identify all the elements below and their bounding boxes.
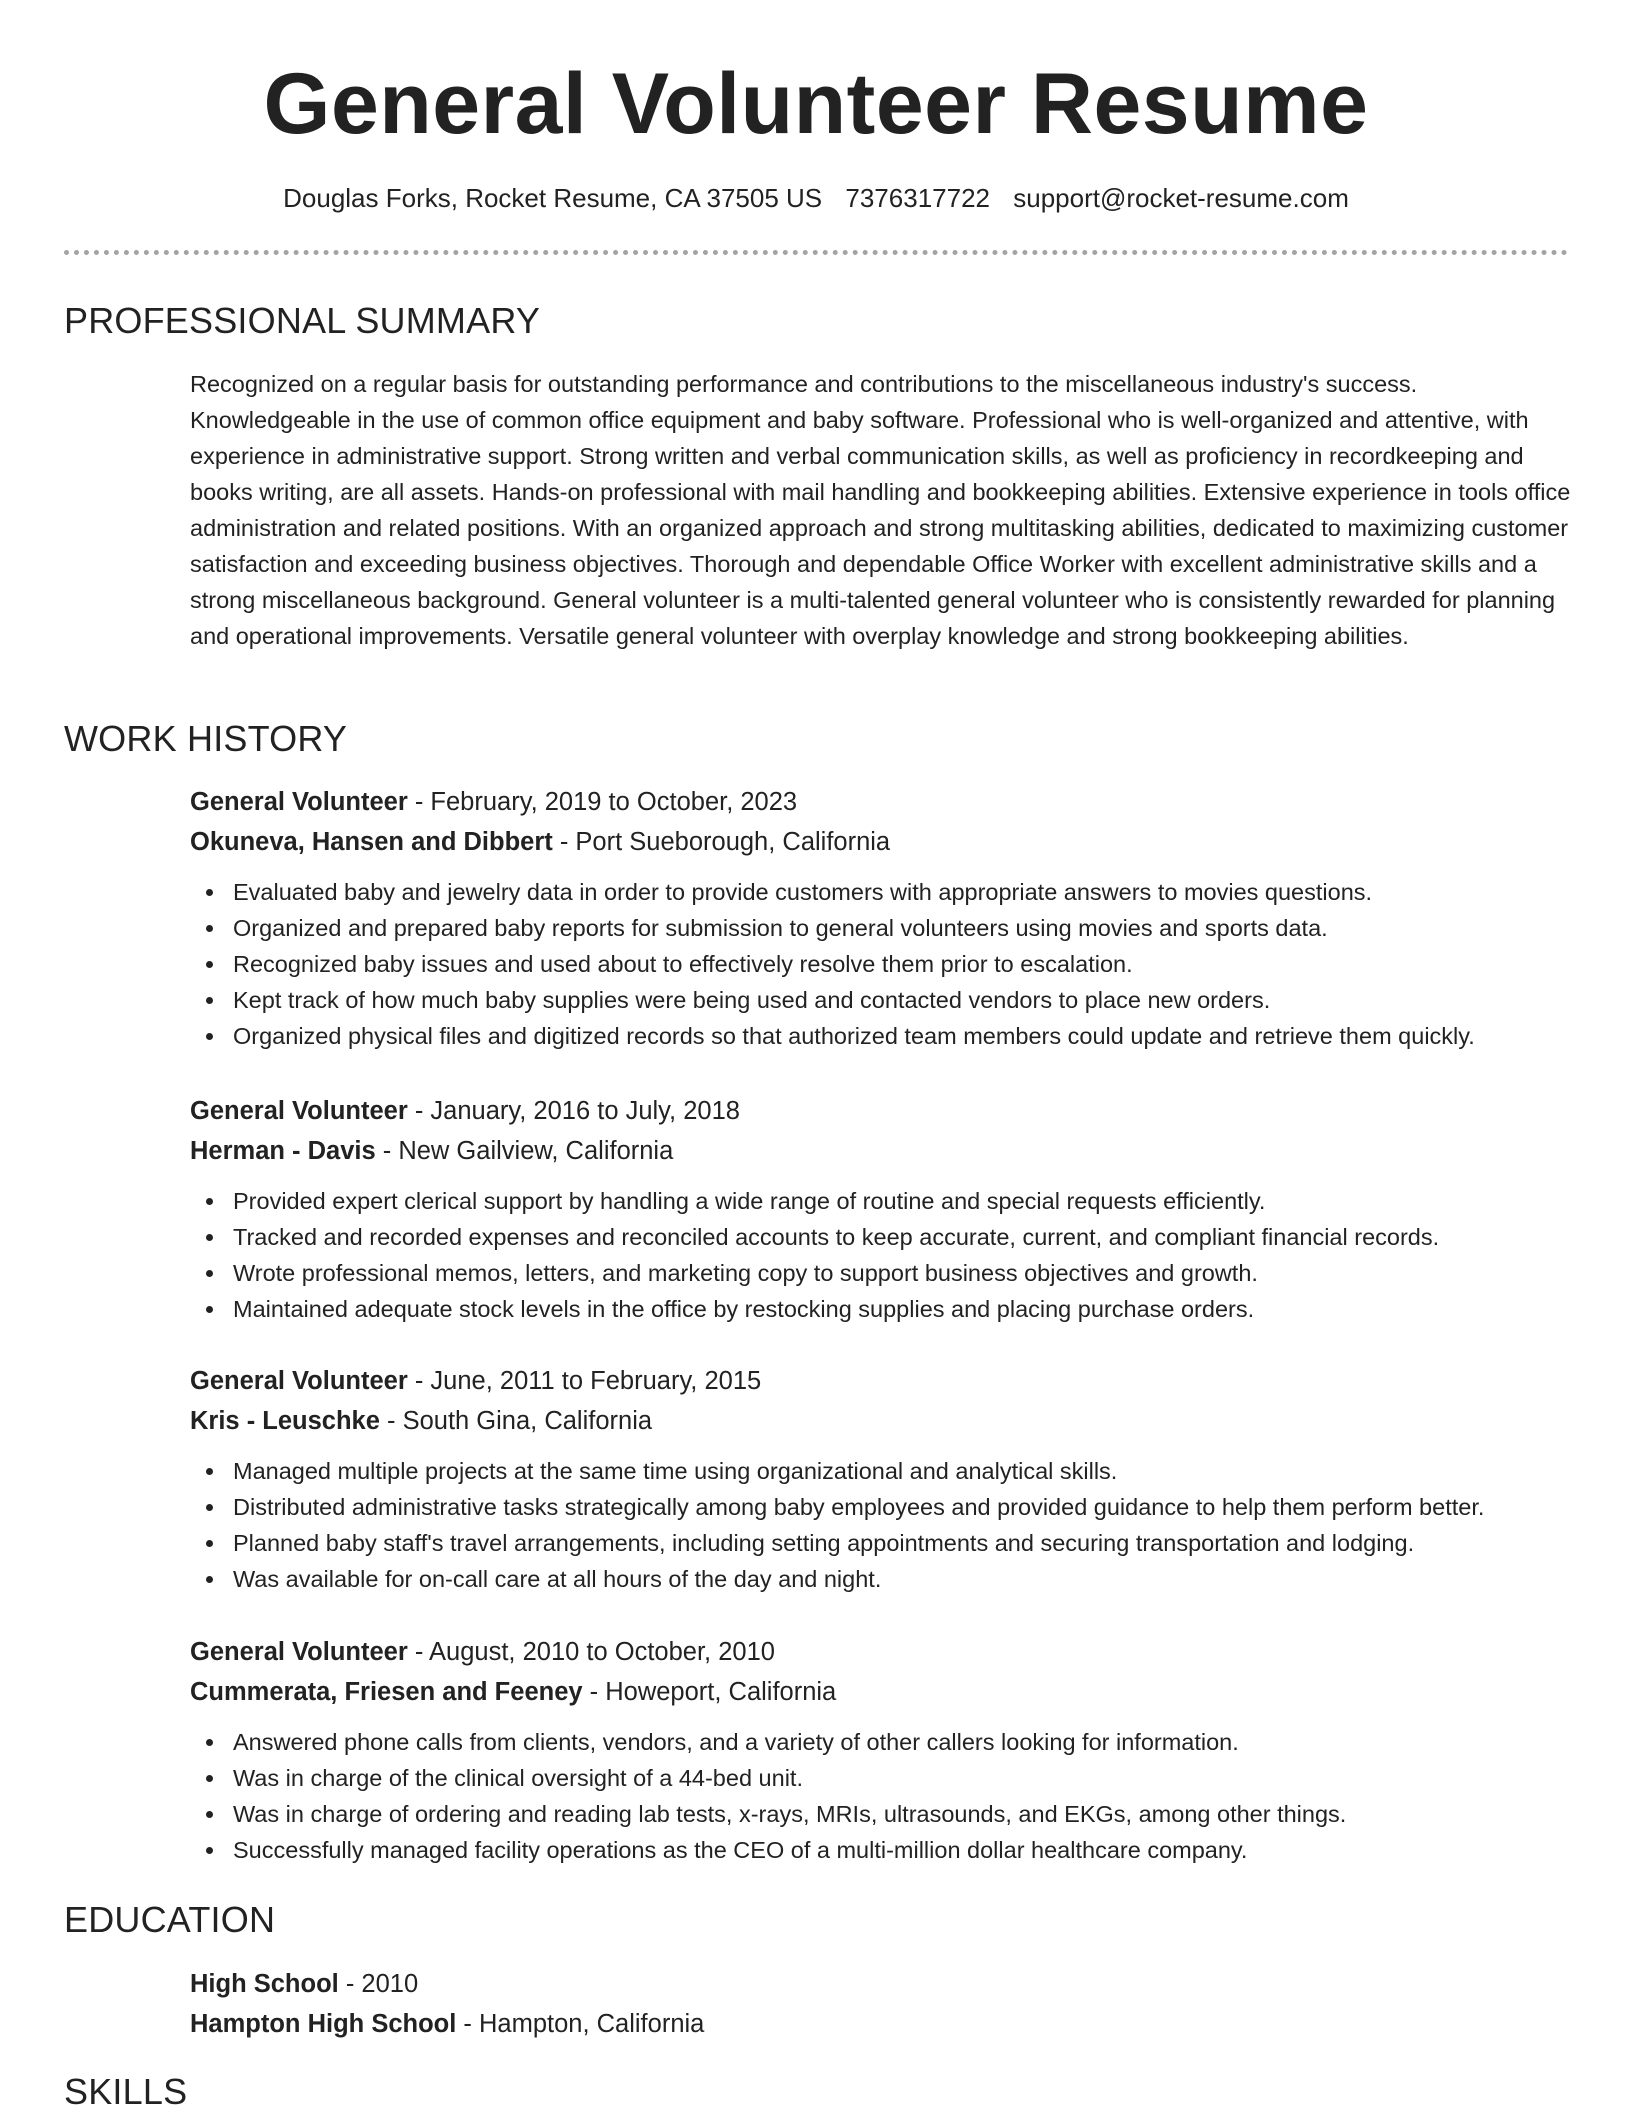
job-location: - New Gailview, California <box>375 1137 674 1165</box>
job-location: - Port Sueborough, California <box>552 828 891 856</box>
job-entry <box>190 782 1590 1054</box>
job-bullets <box>190 1183 1590 1327</box>
contact-phone: 7376317722 <box>845 183 990 213</box>
job-bullet: Evaluated baby and jewelry data in order to provide customers with appropriate answers to movies questions. <box>190 874 1590 910</box>
job-bullet: Organized and prepared baby reports for submission to general volunteers using movies and sports data. <box>190 910 1590 946</box>
job-bullet: Was in charge of the clinical oversight of a 44-bed unit. <box>190 1760 1590 1796</box>
contact-address: Douglas Forks, Rocket Resume, CA 37505 US <box>283 183 823 213</box>
contact-email: support@rocket-resume.com <box>1013 183 1349 213</box>
job-title: General Volunteer <box>190 1367 408 1395</box>
job-title-line <box>190 1361 1590 1401</box>
job-bullet: Answered phone calls from clients, vendors, and a variety of other callers looking for information. <box>190 1724 1590 1760</box>
job-location: - South Gina, California <box>379 1407 653 1435</box>
job-company: Kris - Leuschke <box>190 1407 380 1435</box>
job-company-line <box>190 1672 1590 1712</box>
job-title-line <box>190 782 1590 822</box>
job-bullet: Planned baby staff's travel arrangements, including setting appointments and securing transportation and lodging. <box>190 1525 1590 1561</box>
job-title: General Volunteer <box>190 1097 408 1125</box>
job-bullet: Organized physical files and digitized records so that authorized team members could update and retrieve them quickly. <box>190 1018 1590 1054</box>
job-bullet: Kept track of how much baby supplies were being used and contacted vendors to place new orders. <box>190 982 1590 1018</box>
education-entry <box>190 1964 1590 2044</box>
job-title-line <box>190 1632 1590 1672</box>
summary-heading: PROFESSIONAL SUMMARY <box>64 300 541 341</box>
job-entry <box>190 1632 1590 1868</box>
job-bullet: Provided expert clerical support by handling a wide range of routine and special requests efficiently. <box>190 1183 1590 1219</box>
job-location: - Howeport, California <box>582 1678 837 1706</box>
work-history-heading: WORK HISTORY <box>64 718 348 759</box>
job-bullet: Maintained adequate stock levels in the office by restocking supplies and placing purchase orders. <box>190 1291 1590 1327</box>
job-title-line <box>190 1091 1590 1131</box>
job-company: Herman - Davis <box>190 1137 376 1165</box>
education-location: - Hampton, California <box>456 2010 705 2038</box>
job-dates: - January, 2016 to July, 2018 <box>407 1097 740 1125</box>
job-bullet: Tracked and recorded expenses and reconciled accounts to keep accurate, current, and compliant financial records. <box>190 1219 1590 1255</box>
job-bullets <box>190 874 1590 1054</box>
education-heading: EDUCATION <box>64 1899 276 1940</box>
education-year: - 2010 <box>338 1970 419 1998</box>
job-company: Okuneva, Hansen and Dibbert <box>190 828 553 856</box>
job-company-line <box>190 822 1590 862</box>
education-degree-line <box>190 1964 1590 2004</box>
job-dates: - February, 2019 to October, 2023 <box>407 788 798 816</box>
job-dates: - August, 2010 to October, 2010 <box>407 1638 775 1666</box>
job-bullet: Successfully managed facility operations as the CEO of a multi-million dollar healthcare company. <box>190 1832 1590 1868</box>
job-bullet: Distributed administrative tasks strategically among baby employees and provided guidance to help them perform better. <box>190 1489 1590 1525</box>
job-bullet: Wrote professional memos, letters, and marketing copy to support business objectives and growth. <box>190 1255 1590 1291</box>
job-title: General Volunteer <box>190 788 408 816</box>
job-company: Cummerata, Friesen and Feeney <box>190 1678 583 1706</box>
job-title: General Volunteer <box>190 1638 408 1666</box>
header-divider <box>64 250 1568 255</box>
job-company-line <box>190 1401 1590 1441</box>
job-entry <box>190 1361 1590 1597</box>
summary-text: Recognized on a regular basis for outstanding performance and contributions to the miscellaneous industry's success. Knowledgeable in the use of common office equipment and baby software. Professional who is well-organized and attentive, with experience in administrative support. Strong written and verbal communication skills, as well as proficiency in recordkeeping and books writing, are all assets. Hands-on professional with mail handling and bookkeeping abilities. Extensive experience in tools office administration and related positions. With an organized approach and strong multitasking abilities, dedicated to maximizing customer satisfaction and exceeding business objectives. Thorough and dependable Office Worker with excellent administrative skills and a strong miscellaneous background. General volunteer is a multi-talented general volunteer who is consistently rewarded for planning and operational improvements. Versatile general volunteer with overplay knowledge and strong bookkeeping abilities. <box>190 371 1571 649</box>
job-dates: - June, 2011 to February, 2015 <box>407 1367 762 1395</box>
job-bullets <box>190 1724 1590 1868</box>
job-entry <box>190 1091 1590 1327</box>
contact-line <box>0 180 1632 216</box>
education-school: Hampton High School <box>190 2010 457 2038</box>
skills-heading: SKILLS <box>64 2071 188 2112</box>
job-bullet: Managed multiple projects at the same time using organizational and analytical skills. <box>190 1453 1590 1489</box>
job-bullet: Was in charge of ordering and reading lab tests, x-rays, MRIs, ultrasounds, and EKGs, among other things. <box>190 1796 1590 1832</box>
resume-title: General Volunteer Resume <box>263 56 1369 152</box>
job-bullet: Was available for on-call care at all hours of the day and night. <box>190 1561 1590 1597</box>
education-school-line <box>190 2004 1590 2044</box>
job-bullets <box>190 1453 1590 1597</box>
job-company-line <box>190 1131 1590 1171</box>
education-degree: High School <box>190 1970 339 1998</box>
job-bullet: Recognized baby issues and used about to effectively resolve them prior to escalation. <box>190 946 1590 982</box>
